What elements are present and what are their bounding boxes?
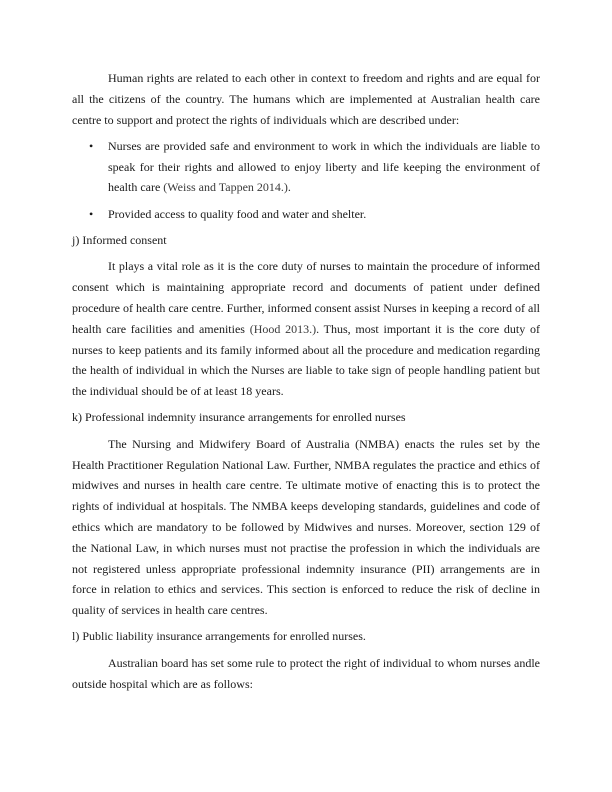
document-page [72, 68, 540, 700]
section-heading-j: j) Informed consent [72, 233, 167, 248]
section-k-paragraph: The Nursing and Midwifery Board of Australia (NMBA) enacts the rules set by the Health Practitioner Regulation National Law. Further, NMBA regulates the practice and ethics of midwives and nurses in health care centre. Te ultimate motive of enacting this is to protect the rights of individual at hospitals. The NMBA keeps developing standards, guidelines and code of ethics which are mandatory to be followed by Midwives and nurses. Moreover, section 129 of the National Law, in which nurses must not practise the profession in which the individuals are not registered unless appropriate professional indemnity insurance (PII) arrangements are in force in relation to ethics and services. This section is enforced to reduce the risk of decline in quality of services in health care centres. [72, 436, 540, 618]
list-item [72, 204, 540, 225]
list-item-end: . [287, 180, 291, 195]
section-l-paragraph: Australian board has set some rule to protect the right of individual to whom nurses andle outside hospital which are as follows: [72, 655, 540, 691]
section-heading-k: k) Professional indemnity insurance arrangements for enrolled nurses [72, 410, 406, 425]
section-heading-l: l) Public liability insurance arrangements for enrolled nurses. [72, 629, 366, 644]
list-item [72, 136, 540, 198]
intro-paragraph: Human rights are related to each other in context to freedom and rights and are equal for all the citizens of the country. The humans which are implemented at Australian health care centre to support and protect the rights of individuals which are described under: [72, 71, 540, 127]
rights-list [72, 136, 540, 225]
paragraph-text: . Thus, most important it is the core duty of nurses to keep patients and its family informed about all the procedure and medication regarding the health of individual in which the Nurses are liable to take sign of people handling patient but the individual should be of at least 18 years. [72, 321, 541, 399]
list-item-text: Nurses are provided safe and environment to work in which the individuals are liable to speak for their rights and allowed to enjoy liberty and life keeping the environment of health care [108, 138, 540, 195]
list-item-text: Provided access to quality food and water and shelter. [108, 206, 367, 221]
bullet-icon: • [89, 206, 94, 221]
bullet-icon: • [89, 138, 94, 153]
citation: (Hood 2013.) [249, 321, 317, 336]
section-j-paragraph [72, 256, 540, 402]
citation: (Weiss and Tappen 2014.) [163, 180, 288, 195]
paragraph-text: It plays a vital role as it is the core duty of nurses to maintain the procedure of informed consent which is maintaining appropriate record and documents of patient under defined procedure of health care centre. Further, informed consent assist Nurses in keeping a record of all health care facilities and amenities [72, 259, 540, 336]
